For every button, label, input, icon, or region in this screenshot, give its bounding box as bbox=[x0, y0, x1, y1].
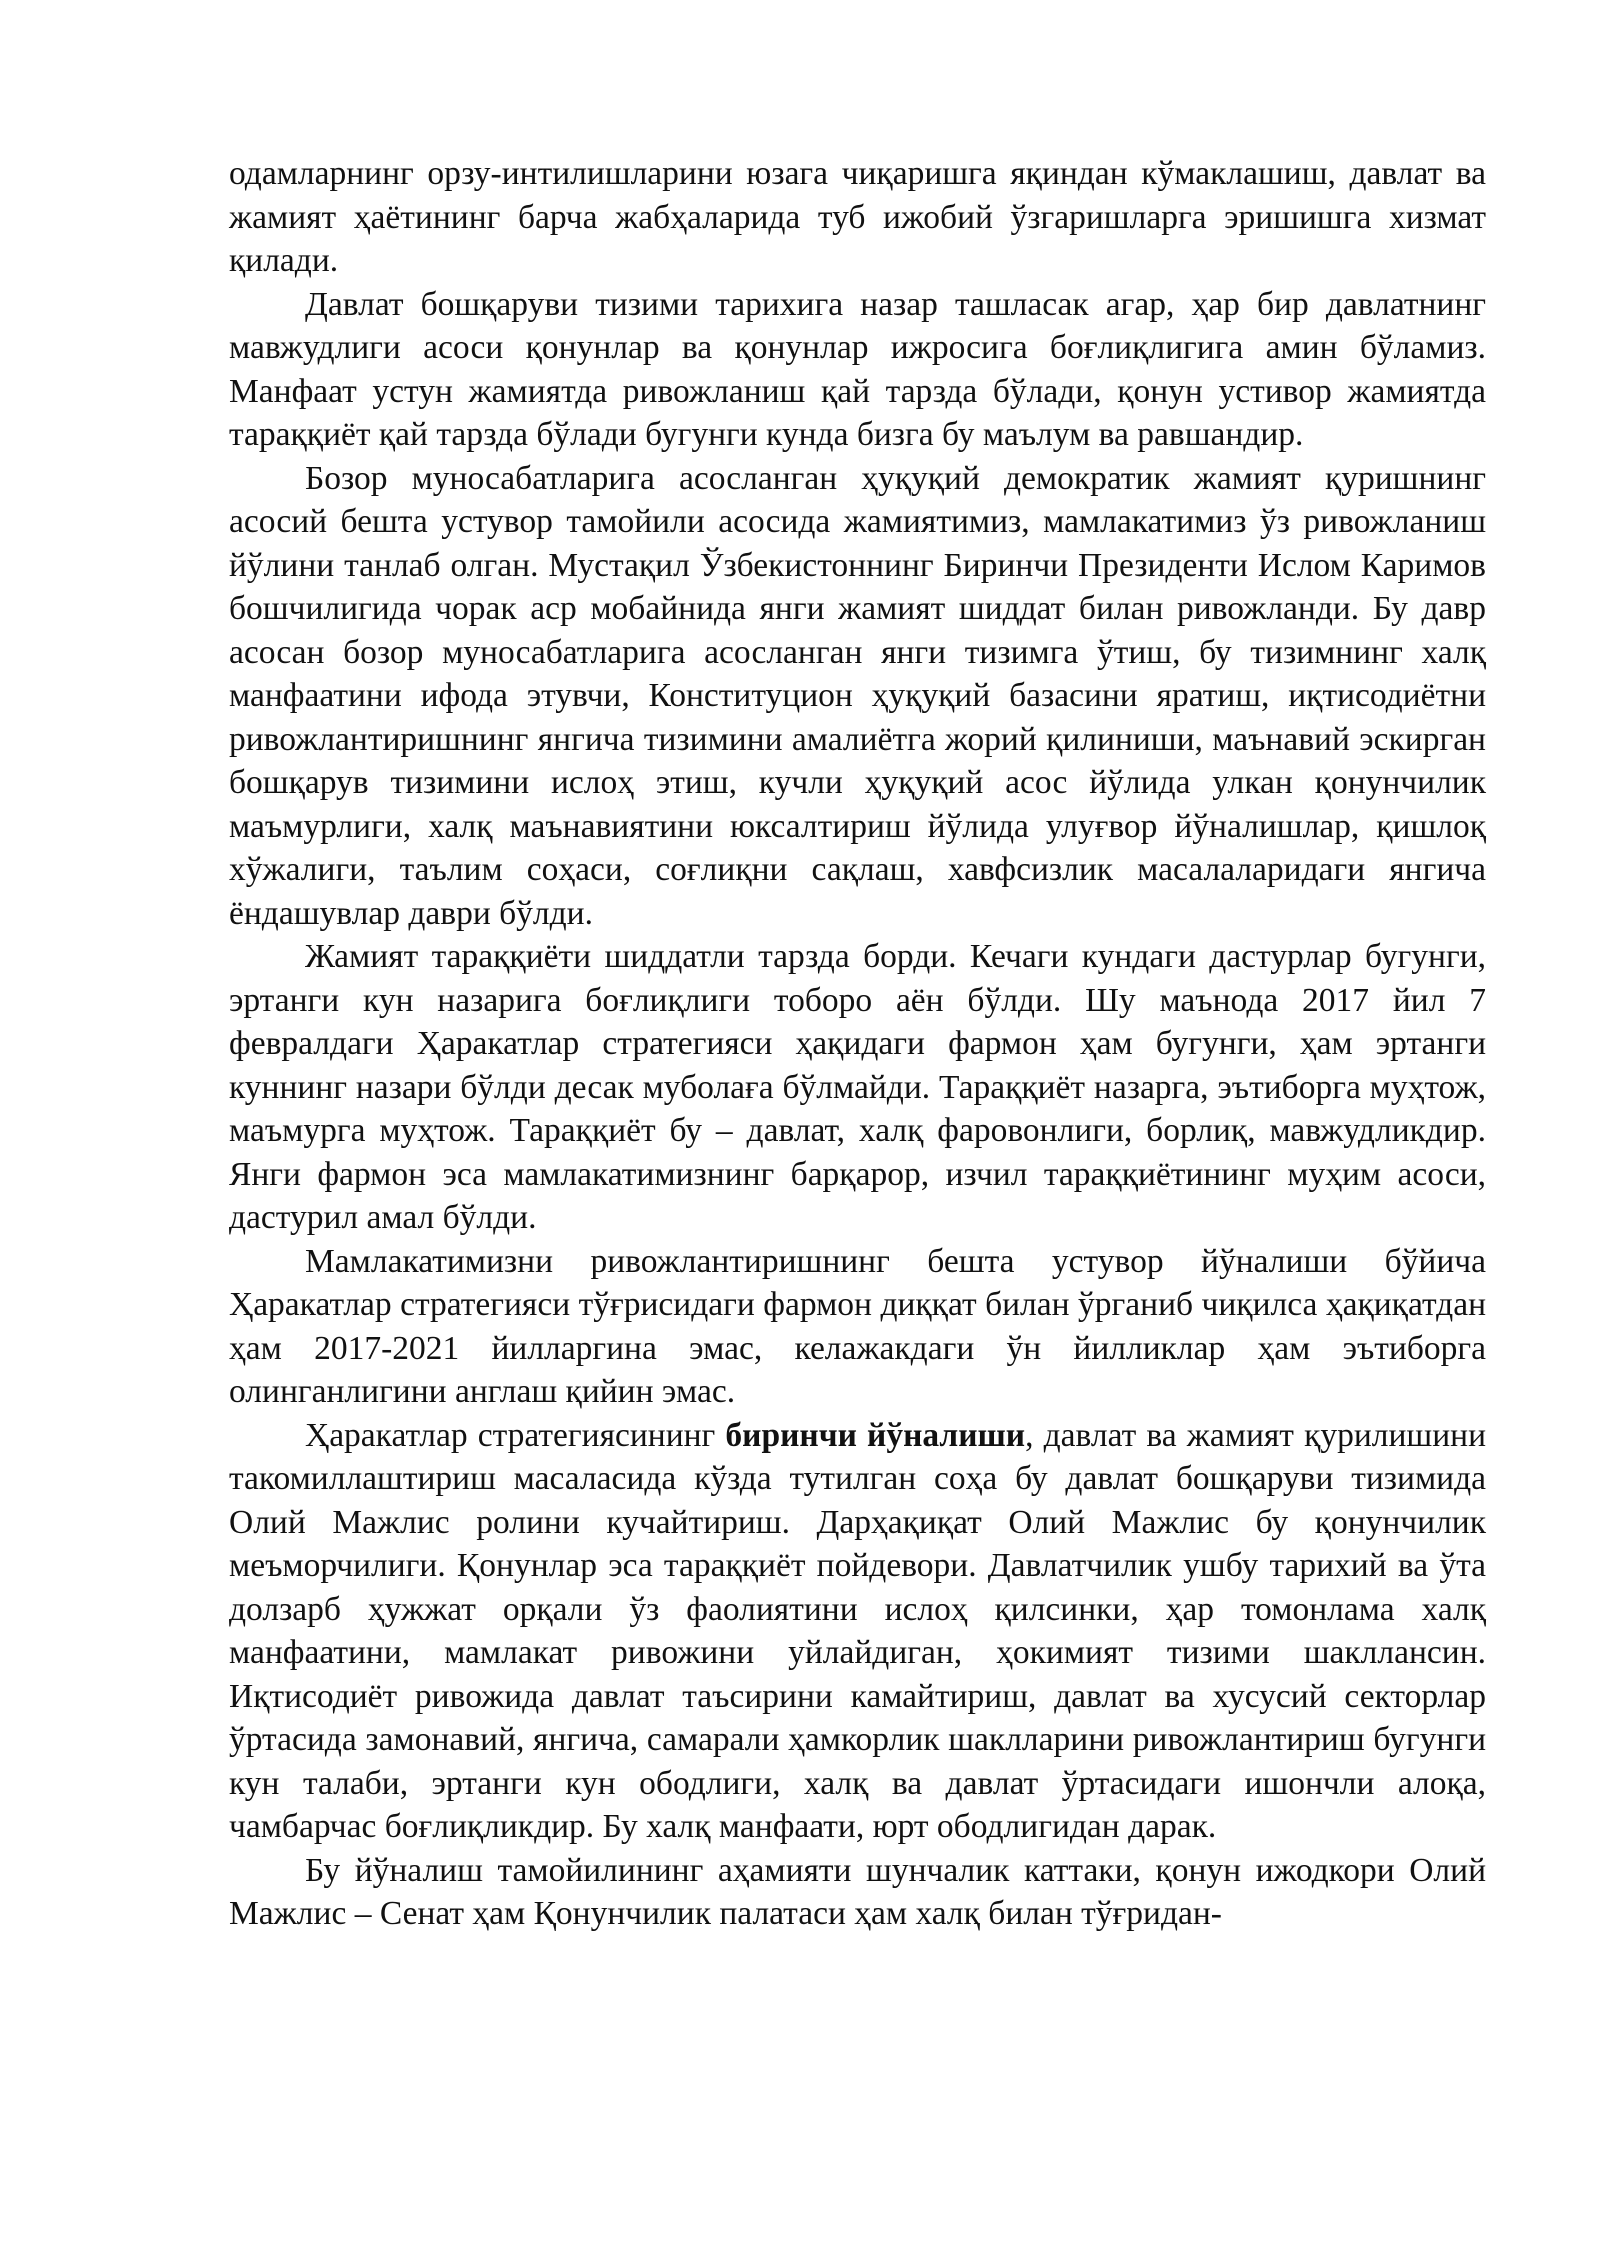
text-run: Давлат бошқаруви тизими тарихига назар ташласак агар, ҳар бир давлатнинг мавжудлиги асоси қонунлар ва қонунлар ижросига боғлиқлигига амин бўламиз. Манфаат устун жамиятда ривожланиш қай тарзда бўлади, қонун устивор жамиятда тараққиёт қай тарзда бўлади бугунги кунда бизга бу маълум ва равшандир. bbox=[229, 285, 1486, 453]
text-run: Мамлакатимизни ривожлантиришнинг бешта устувор йўналиши бўйича Ҳаракатлар стратегияси тўғрисидаги фармон диққат билан ўрганиб чиқилса ҳақиқатдан ҳам 2017-2021 йилларгина эмас, келажакдаги ўн йилликлар ҳам эътиборга олинганлигини англаш қийин эмас. bbox=[229, 1242, 1486, 1410]
body-paragraph bbox=[229, 152, 1486, 283]
body-paragraph bbox=[229, 457, 1486, 936]
document-body bbox=[229, 152, 1486, 1936]
text-run: одамларнинг орзу-интилишларини юзага чиқаришга яқиндан кўмаклашиш, давлат ва жамият ҳаётининг барча жабҳаларида туб ижобий ўзгаришларга эришишга хизмат қилади. bbox=[229, 155, 1486, 279]
text-run: Бу йўналиш тамойилининг аҳамияти шунчалик каттаки, қонун ижодкори Олий Мажлис – Сенат ҳам Қонунчилик палатаси ҳам халқ билан тўғридан- bbox=[229, 1851, 1486, 1932]
text-run: , давлат ва жамият қурилишини такомиллаштириш масаласида кўзда тутилган соҳа бу давлат бошқаруви тизимида Олий Мажлис ролини кучайтириш. Дарҳақиқат Олий Мажлис бу қонунчилик меъморчилиги. Қонунлар эса тараққиёт пойдевори. Давлатчилик ушбу тарихий ва ўта долзарб ҳужжат орқали ўз фаолиятини ислоҳ қилсинки, ҳар томонлама халқ манфаатини, мамлакат ривожини уйлайдиган, ҳокимият тизими шакллансин. Иқтисодиёт ривожида давлат таъсирини камайтириш, давлат ва хусусий секторлар ўртасида замонавий, янгича, самарали ҳамкорлик шаклларини ривожлантириш бугунги кун талаби, эртанги кун ободлиги, халқ ва давлат ўртасидаги ишончли алоқа, чамбарчас боғлиқликдир. Бу халқ манфаати, юрт ободлигидан дарак. bbox=[229, 1416, 1486, 1845]
bold-text-run: биринчи йўналиши bbox=[725, 1416, 1026, 1454]
text-run: Бозор муносабатларига асосланган ҳуқуқий демократик жамият қуришнинг асосий бешта устувор тамойили асосида жамиятимиз, мамлакатимиз ўз ривожланиш йўлини танлаб олган. Мустақил Ўзбекистоннинг Биринчи Президенти Ислом Каримов бошчилигида чорак аср мобайнида янги жамият шиддат билан ривожланди. Бу давр асосан бозор муносабатларига асосланган янги тизимга ўтиш, бу тизимнинг халқ манфаатини ифода этувчи, Конституцион ҳуқуқий базасини яратиш, иқтисодиётни ривожлантиришнинг янгича тизимини амалиётга жорий қилиниши, маънавий эскирган бошқарув тизимини ислоҳ этиш, кучли ҳуқуқий асос йўлида улкан қонунчилик маъмурлиги, халқ маънавиятини юксалтириш йўлида улуғвор йўналишлар, қишлоқ хўжалиги, таълим соҳаси, соғлиқни сақлаш, хавфсизлик масалаларидаги янгича ёндашувлар даври бўлди. bbox=[229, 459, 1486, 932]
body-paragraph bbox=[229, 1849, 1486, 1936]
text-run: Жамият тараққиёти шиддатли тарзда борди. Кечаги кундаги дастурлар бугунги, эртанги кун назарига боғлиқлиги тобоpo аён бўлди. Шу маънода 2017 йил 7 февралдаги Ҳаракатлар стратегияси ҳақидаги фармон ҳам бугунги, ҳам эртанги куннинг назари бўлди десак муболаға бўлмайди. Тараққиёт назарга, эътиборга муҳтож, маъмурга муҳтож. Тараққиёт бу – давлат, халқ фаровонлиги, борлиқ, мавжудликдир. Янги фармон эса мамлакатимизнинг барқарор, изчил тараққиётининг муҳим асоси, дастурил амал бўлди. bbox=[229, 938, 1486, 1236]
body-paragraph bbox=[229, 1240, 1486, 1414]
text-run: Ҳаракатлар стратегиясининг bbox=[305, 1416, 726, 1454]
body-paragraph bbox=[229, 935, 1486, 1240]
body-paragraph bbox=[229, 1414, 1486, 1849]
body-paragraph bbox=[229, 283, 1486, 457]
